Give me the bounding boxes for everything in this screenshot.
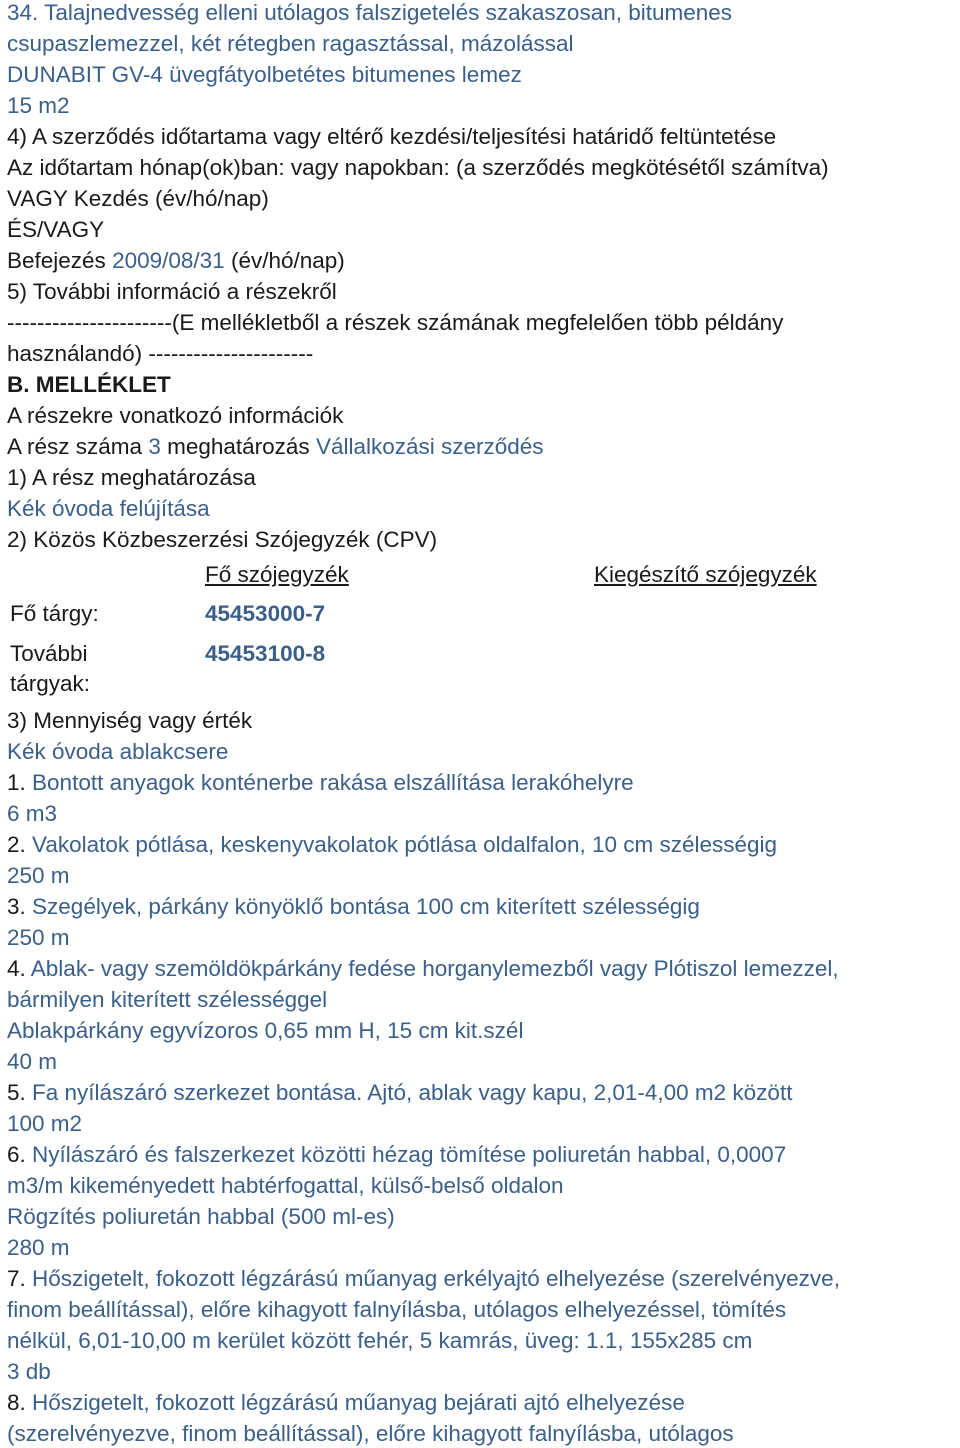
definition-heading: 1) A rész meghatározása xyxy=(7,465,256,490)
list-item xyxy=(7,1266,840,1292)
item-text: Hőszigetelt, fokozott légzárású műanyag bejárati ajtó elhelyezése xyxy=(32,1390,685,1415)
annex-title: B. MELLÉKLET xyxy=(7,372,171,397)
cpv-row1-label: Fő tárgy: xyxy=(10,601,99,626)
item-text-cont: (szerelvényezve, finom beállítással), előre kihagyott falnyílásba, utólagos xyxy=(7,1421,734,1446)
item-text: Ablak- vagy szemöldökpárkány fedése horganylemezből vagy Plótiszol lemezzel, xyxy=(30,956,839,981)
item4-duration: Az időtartam hónap(ok)ban: vagy napokban: (a szerződés megkötésétől számítva) xyxy=(7,155,829,180)
list-item xyxy=(7,956,839,982)
cpv-row2-code: 45453100-8 xyxy=(205,641,326,666)
list-item xyxy=(7,1390,685,1416)
item4-heading: 4) A szerződés időtartama vagy eltérő kezdési/teljesítési határidő feltüntetése xyxy=(7,124,777,149)
item-qty: 100 m2 xyxy=(7,1111,83,1136)
item-number: 5. xyxy=(7,1080,26,1105)
end-label: Befejezés xyxy=(7,248,106,273)
part-prefix: A rész száma xyxy=(7,434,143,459)
list-item xyxy=(7,894,700,920)
item-text: Fa nyílászáró szerkezet bontása. Ajtó, ablak vagy kapu, 2,01-4,00 m2 között xyxy=(32,1080,793,1105)
cpv-row2-label1: További xyxy=(10,641,88,666)
item-number: 6. xyxy=(7,1142,26,1167)
item-text: Nyílászáró és falszerkezet közötti hézag tömítése poliuretán habbal, 0,0007 xyxy=(32,1142,787,1167)
item4-end xyxy=(7,248,345,274)
item-text-cont: nélkül, 6,01-10,00 m kerület között fehér, 5 kamrás, üveg: 1.1, 155x285 cm xyxy=(7,1328,753,1353)
quantity-sub: Kék óvoda ablakcsere xyxy=(7,739,229,764)
item-text-cont: m3/m kikeményedett habtérfogattal, külső-belső oldalon xyxy=(7,1173,564,1198)
part-mid: meghatározás xyxy=(167,434,310,459)
item-text-cont: bármilyen kiterített szélességgel xyxy=(7,987,328,1012)
section34-line2: csupaszlemezzel, két rétegben ragasztással, mázolással xyxy=(7,31,574,56)
item-text: Hőszigetelt, fokozott légzárású műanyag erkélyajtó elhelyezése (szerelvényezve, xyxy=(32,1266,840,1291)
annex-subtitle: A részekre vonatkozó információk xyxy=(7,403,344,428)
list-item xyxy=(7,770,634,796)
item-number: 7. xyxy=(7,1266,26,1291)
item-qty: 280 m xyxy=(7,1235,70,1260)
end-format: (év/hó/nap) xyxy=(230,248,345,273)
item5-dash2: használandó) ---------------------- xyxy=(7,341,314,366)
item-text-cont: finom beállítással), előre kihagyott falnyílásba, utólagos elhelyezéssel, tömítés xyxy=(7,1297,787,1322)
item5-dash1: ----------------------(E mellékletből a részek számának megfelelően több példány xyxy=(7,310,784,335)
item-qty: 3 db xyxy=(7,1359,51,1384)
item-qty: 6 m3 xyxy=(7,801,58,826)
item4-start: VAGY Kezdés (év/hó/nap) xyxy=(7,186,269,211)
section34-line1: 34. Talajnedvesség elleni utólagos falszigetelés szakaszosan, bitumenes xyxy=(7,0,733,25)
item-qty: 250 m xyxy=(7,863,70,888)
section34-line3: DUNABIT GV-4 üvegfátyolbetétes bitumenes lemez xyxy=(7,62,522,87)
list-item xyxy=(7,832,777,858)
item-number: 2. xyxy=(7,832,26,857)
cpv-row1-code: 45453000-7 xyxy=(205,601,326,626)
item-text: Szegélyek, párkány könyöklő bontása 100 cm kiterített szélességig xyxy=(32,894,700,919)
cpv-col-extra: Kiegészítő szójegyzék xyxy=(594,562,817,587)
item-text-cont: Ablakpárkány egyvízoros 0,65 mm H, 15 cm kit.szél xyxy=(7,1018,524,1043)
part-definition: Vállalkozási szerződés xyxy=(315,434,544,459)
item-number: 4. xyxy=(7,956,26,981)
end-date: 2009/08/31 xyxy=(112,248,225,273)
section34-qty: 15 m2 xyxy=(7,93,70,118)
item-text: Bontott anyagok konténerbe rakása elszállítása lerakóhelyre xyxy=(32,770,634,795)
item-number: 3. xyxy=(7,894,26,919)
item-number: 1. xyxy=(7,770,26,795)
item-text-cont: Rögzítés poliuretán habbal (500 ml-es) xyxy=(7,1204,395,1229)
item-qty: 40 m xyxy=(7,1049,58,1074)
cpv-heading: 2) Közös Közbeszerzési Szójegyzék (CPV) xyxy=(7,527,438,552)
part-number: 3 xyxy=(148,434,161,459)
quantity-heading: 3) Mennyiség vagy érték xyxy=(7,708,253,733)
item5-heading: 5) További információ a részekről xyxy=(7,279,337,304)
cpv-row2-label2: tárgyak: xyxy=(10,671,91,696)
definition-value: Kék óvoda felújítása xyxy=(7,496,210,521)
item-qty: 250 m xyxy=(7,925,70,950)
list-item xyxy=(7,1142,786,1168)
item-number: 8. xyxy=(7,1390,26,1415)
list-item xyxy=(7,1080,792,1106)
item-text: Vakolatok pótlása, keskenyvakolatok pótlása oldalfalon, 10 cm szélességig xyxy=(32,832,778,857)
item4-andor: ÉS/VAGY xyxy=(7,217,105,242)
part-number-line xyxy=(7,434,544,460)
cpv-col-main: Fő szójegyzék xyxy=(205,562,349,587)
